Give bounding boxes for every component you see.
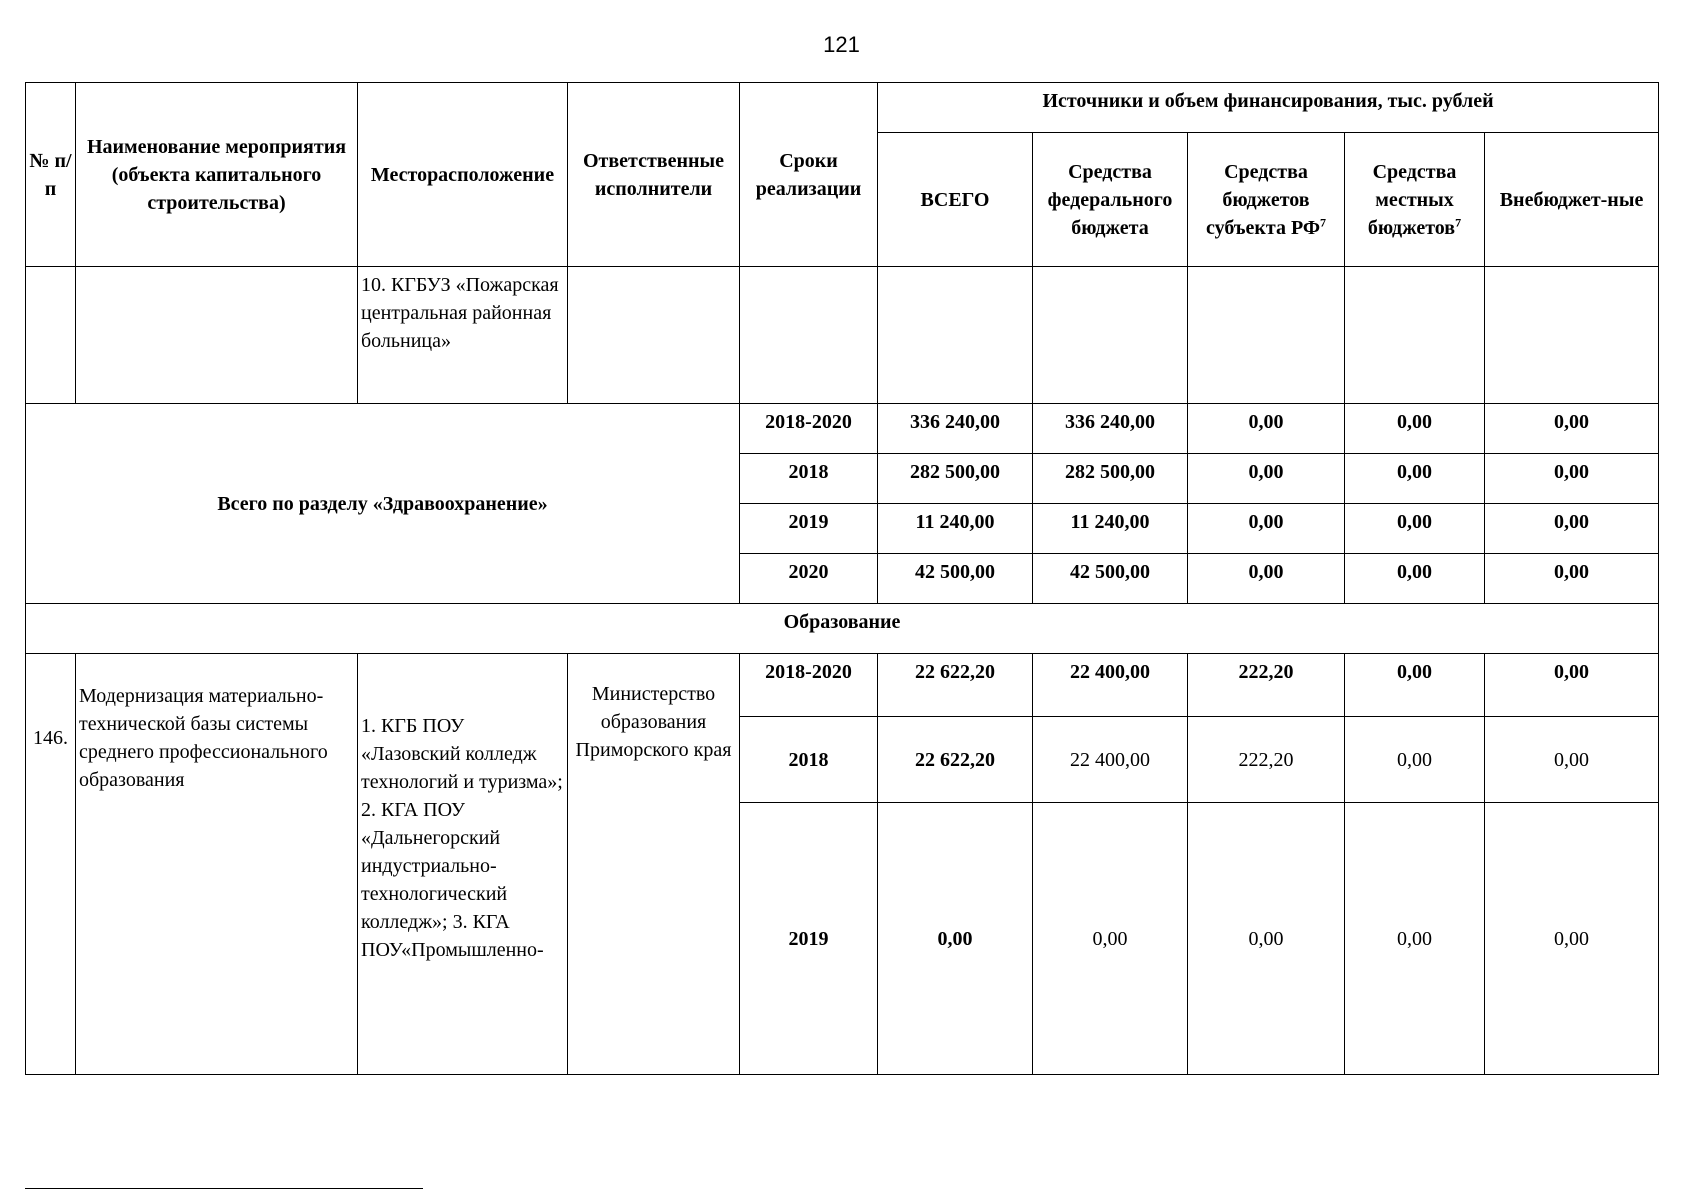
health-local: 0,00	[1345, 554, 1485, 604]
item-146-local: 0,00	[1345, 803, 1485, 1075]
item-146-offbudget: 0,00	[1485, 717, 1659, 803]
health-federal: 11 240,00	[1033, 504, 1188, 554]
header-local-footnote: 7	[1455, 214, 1462, 229]
header-offbudget: Внебюджет-ные	[1485, 133, 1659, 267]
cont-federal	[1033, 267, 1188, 404]
health-subject: 0,00	[1188, 454, 1345, 504]
item-146-period: 2018	[740, 717, 878, 803]
health-total: 42 500,00	[878, 554, 1033, 604]
health-local: 0,00	[1345, 404, 1485, 454]
header-local	[1345, 133, 1485, 267]
header-location: Месторасположение	[358, 83, 568, 267]
item-146-name: Модернизация материально-технической базы системы среднего профессионального образования	[76, 654, 358, 1075]
health-total-row	[26, 404, 1659, 454]
health-local: 0,00	[1345, 504, 1485, 554]
item-146-executors: Министерство образования Приморского края	[568, 654, 740, 1075]
cont-num	[26, 267, 76, 404]
item-146-total: 22 622,20	[878, 654, 1033, 717]
continuation-row	[26, 267, 1659, 404]
health-subject: 0,00	[1188, 404, 1345, 454]
header-federal: Средства федерального бюджета	[1033, 133, 1188, 267]
item-146-total: 22 622,20	[878, 717, 1033, 803]
header-num: № п/п	[26, 83, 76, 267]
health-total-label: Всего по разделу «Здравоохранение»	[26, 404, 740, 604]
health-offbudget: 0,00	[1485, 504, 1659, 554]
health-period: 2019	[740, 504, 878, 554]
cont-local	[1345, 267, 1485, 404]
health-offbudget: 0,00	[1485, 554, 1659, 604]
item-146-local: 0,00	[1345, 654, 1485, 717]
item-146-number: 146.	[26, 654, 76, 1075]
health-subject: 0,00	[1188, 504, 1345, 554]
health-total: 336 240,00	[878, 404, 1033, 454]
health-total: 11 240,00	[878, 504, 1033, 554]
item-146-local: 0,00	[1345, 717, 1485, 803]
item-146-subject: 222,20	[1188, 717, 1345, 803]
header-funding-group: Источники и объем финансирования, тыс. рублей	[878, 83, 1659, 133]
item-146-period: 2018-2020	[740, 654, 878, 717]
financing-table	[25, 82, 1659, 1075]
health-subject: 0,00	[1188, 554, 1345, 604]
header-local-text: Средства местных бюджетов	[1367, 160, 1457, 239]
header-row-1	[26, 83, 1659, 133]
header-name: Наименование мероприятия (объекта капитального строительства)	[76, 83, 358, 267]
item-146-federal: 22 400,00	[1033, 654, 1188, 717]
education-section-title: Образование	[26, 604, 1659, 654]
header-subject-footnote: 7	[1320, 214, 1327, 229]
item-146-subject: 0,00	[1188, 803, 1345, 1075]
item-146-period: 2019	[740, 803, 878, 1075]
health-federal: 42 500,00	[1033, 554, 1188, 604]
health-total: 282 500,00	[878, 454, 1033, 504]
item-146-location: 1. КГБ ПОУ «Лазовский колледж технологий и туризма»; 2. КГА ПОУ «Дальнегорский индустриально-технологический колледж»; 3. КГА ПОУ«Промышленно-	[358, 654, 568, 1075]
cont-location: 10. КГБУЗ «Пожарская центральная районная больница»	[358, 267, 568, 404]
health-local: 0,00	[1345, 454, 1485, 504]
education-section-row	[26, 604, 1659, 654]
health-federal: 282 500,00	[1033, 454, 1188, 504]
page-number: 121	[823, 32, 860, 57]
item-146-offbudget: 0,00	[1485, 654, 1659, 717]
header-subject	[1188, 133, 1345, 267]
item-146-offbudget: 0,00	[1485, 803, 1659, 1075]
item-146-federal: 0,00	[1033, 803, 1188, 1075]
cont-period	[740, 267, 878, 404]
item-146-federal: 22 400,00	[1033, 717, 1188, 803]
item-146-subject: 222,20	[1188, 654, 1345, 717]
cont-total	[878, 267, 1033, 404]
item-146-row	[26, 654, 1659, 717]
header-period: Сроки реализации	[740, 83, 878, 267]
cont-offbudget	[1485, 267, 1659, 404]
health-period: 2018-2020	[740, 404, 878, 454]
health-federal: 336 240,00	[1033, 404, 1188, 454]
health-period: 2020	[740, 554, 878, 604]
cont-executors	[568, 267, 740, 404]
header-subject-text: Средства бюджетов субъекта РФ	[1205, 160, 1321, 239]
health-period: 2018	[740, 454, 878, 504]
cont-subject	[1188, 267, 1345, 404]
health-offbudget: 0,00	[1485, 454, 1659, 504]
item-146-total: 0,00	[878, 803, 1033, 1075]
health-offbudget: 0,00	[1485, 404, 1659, 454]
footnote-divider	[25, 1188, 423, 1189]
header-executors: Ответственные исполнители	[568, 83, 740, 267]
cont-name	[76, 267, 358, 404]
header-total: ВСЕГО	[878, 133, 1033, 267]
